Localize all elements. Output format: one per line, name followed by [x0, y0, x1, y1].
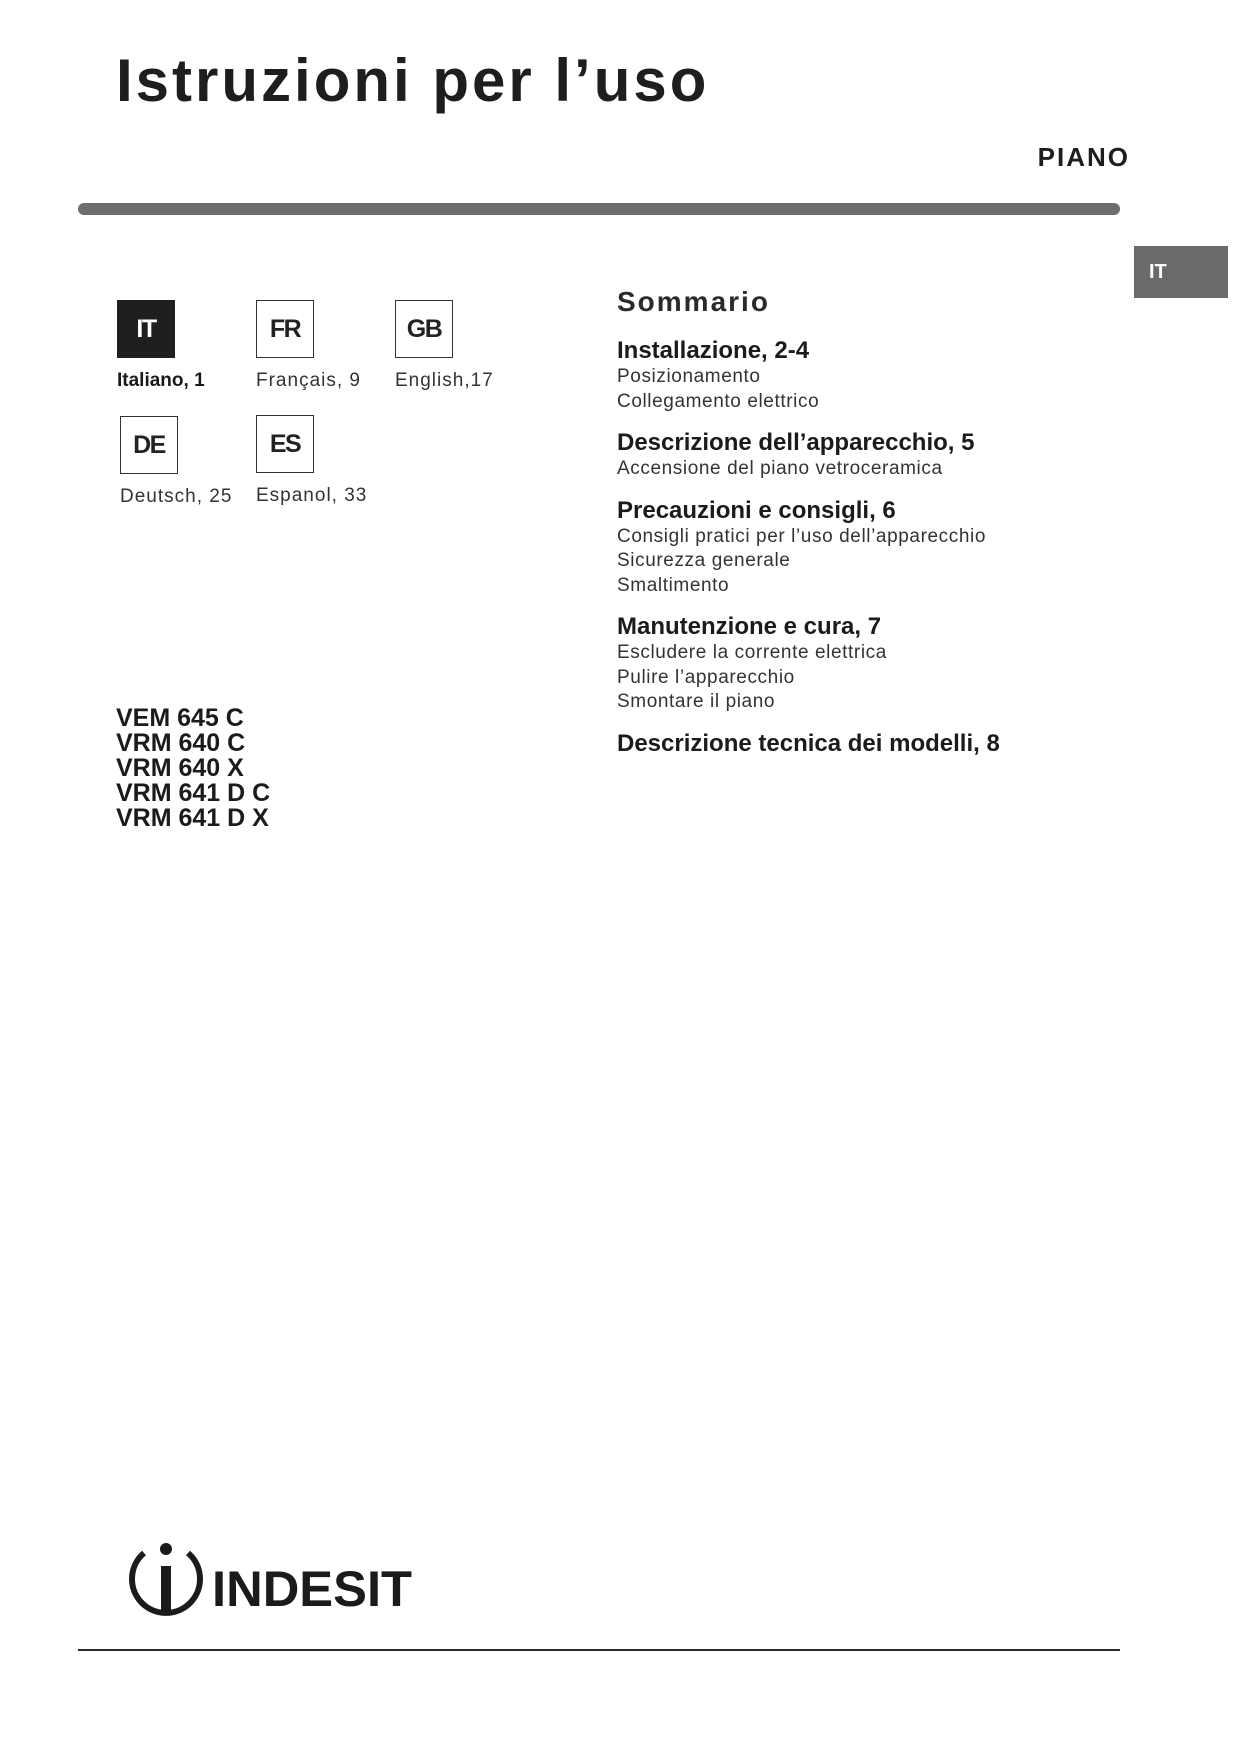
language-box-gb[interactable]: GB — [395, 300, 453, 358]
footer-divider-line — [78, 1649, 1120, 1651]
language-label-de[interactable]: Deutsch, 25 — [120, 486, 233, 507]
language-label-es[interactable]: Espanol, 33 — [256, 485, 368, 506]
toc-section-manutenzione — [617, 612, 1117, 715]
language-label-fr[interactable]: Français, 9 — [256, 370, 361, 391]
toc-item[interactable]: Sicurezza generale — [617, 550, 791, 571]
toc-heading[interactable]: Manutenzione e cura, 7 — [617, 613, 882, 640]
toc-item[interactable]: Escludere la corrente elettrica — [617, 642, 887, 663]
toc-item[interactable]: Accensione del piano vetroceramica — [617, 458, 943, 479]
model-name: VRM 641 D X — [116, 804, 269, 832]
toc-item[interactable]: Pulire l’apparecchio — [617, 666, 795, 688]
toc-heading[interactable]: Precauzioni e consigli, 6 — [617, 496, 896, 524]
toc-item[interactable]: Consigli pratici per l’uso dell’apparecchio — [617, 525, 987, 547]
product-type-label: PIANO — [1037, 142, 1130, 172]
toc-section-descrizione — [617, 428, 1117, 482]
model-name: VRM 640 X — [116, 754, 244, 782]
toc-heading[interactable]: Installazione, 2-4 — [617, 337, 810, 364]
toc-item[interactable]: Smontare il piano — [617, 691, 776, 712]
header-divider-bar — [78, 203, 1120, 215]
language-box-de[interactable]: DE — [120, 416, 178, 474]
page-title: Istruzioni per l’uso — [116, 47, 710, 114]
language-box-es[interactable]: ES — [256, 415, 314, 473]
toc-title: Sommario — [617, 286, 770, 317]
model-name: VRM 641 D C — [116, 779, 271, 807]
language-label-it[interactable]: Italiano, 1 — [117, 370, 205, 391]
table-of-contents — [617, 286, 1117, 772]
toc-heading[interactable]: Descrizione tecnica dei modelli, 8 — [617, 729, 1000, 757]
model-name: VRM 640 C — [116, 729, 246, 757]
toc-section-descrizione-tecnica — [617, 729, 1117, 758]
indesit-logo — [118, 1538, 418, 1633]
indesit-i-logo-icon — [118, 1538, 418, 1628]
model-name: VEM 645 C — [116, 704, 244, 732]
toc-item[interactable]: Smaltimento — [617, 574, 730, 596]
toc-item[interactable]: Collegamento elettrico — [617, 390, 820, 412]
toc-section-precauzioni — [617, 496, 1117, 599]
model-list — [116, 706, 270, 831]
language-label-gb[interactable]: English,17 — [395, 370, 494, 391]
logo-wordmark: INDESIT — [212, 1561, 412, 1617]
language-box-fr[interactable]: FR — [256, 300, 314, 358]
toc-section-installazione — [617, 336, 1117, 414]
current-language-tab: IT — [1134, 246, 1228, 298]
toc-heading[interactable]: Descrizione dell’apparecchio, 5 — [617, 429, 975, 456]
language-box-it[interactable]: IT — [117, 300, 175, 358]
toc-item[interactable]: Posizionamento — [617, 366, 761, 387]
